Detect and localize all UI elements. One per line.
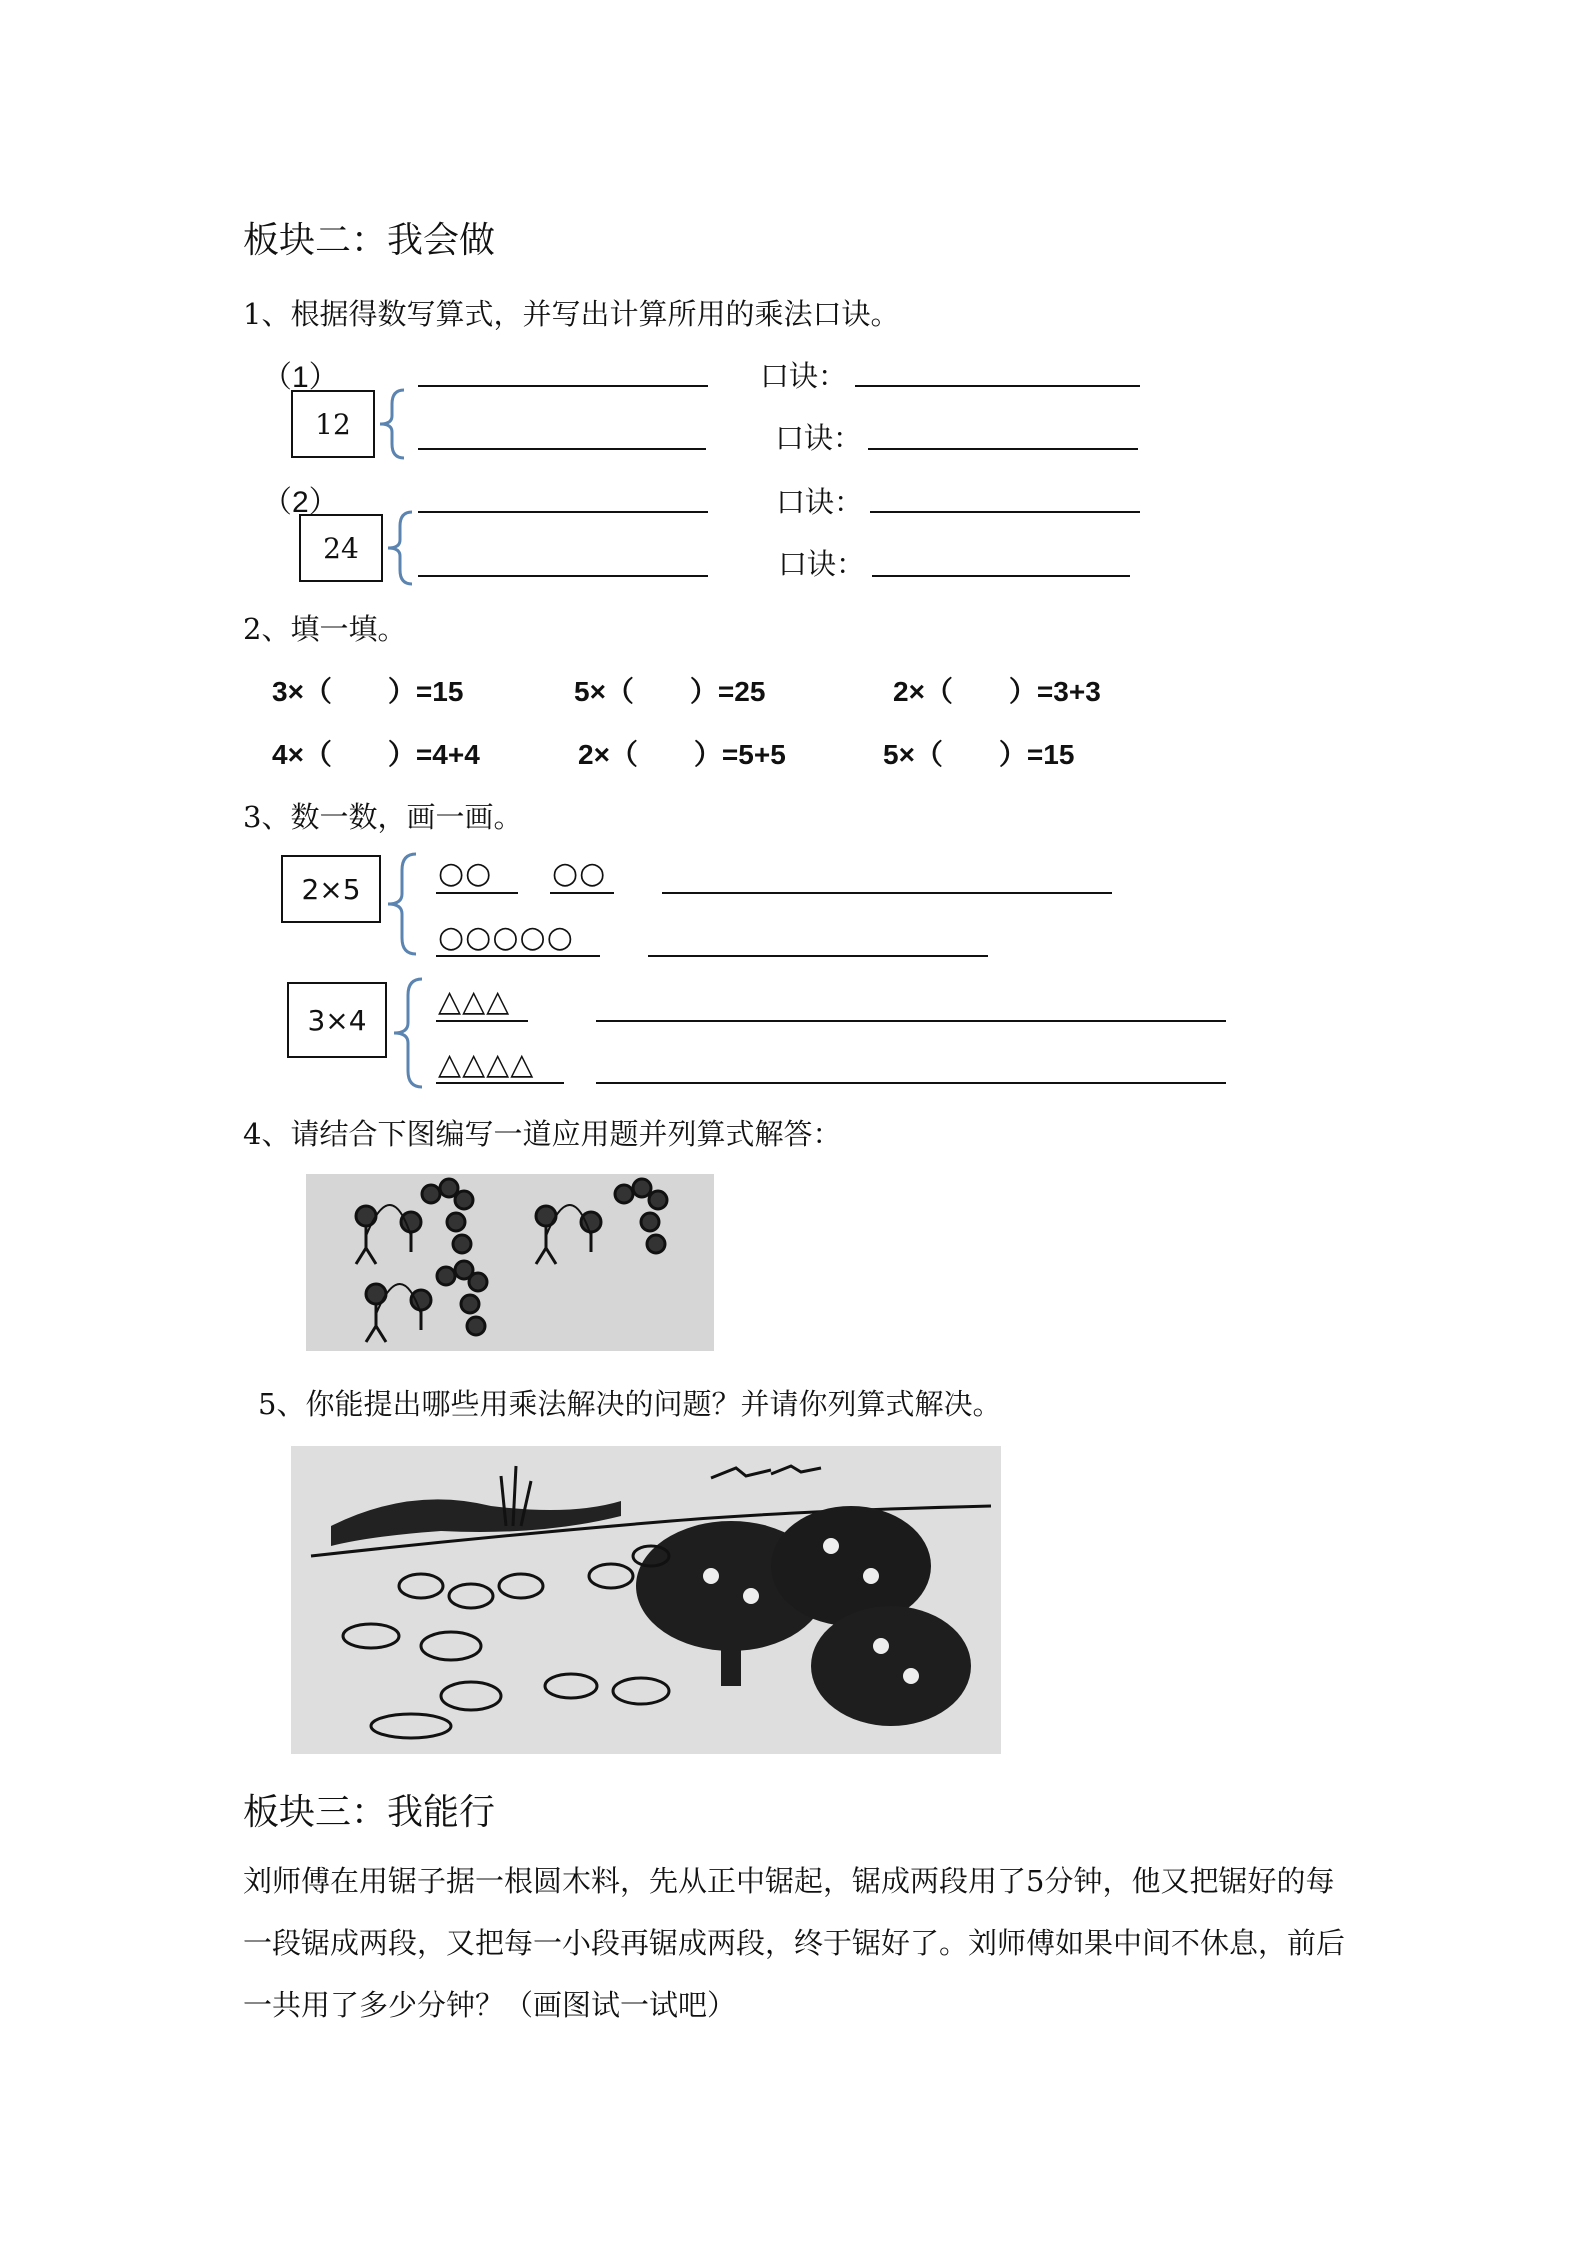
q1-item1-label: （1）	[262, 361, 339, 394]
q1-item2-kj1-line[interactable]	[870, 511, 1140, 513]
q3a-circles-2: ○○○○○	[438, 920, 574, 955]
q3b-box	[287, 982, 387, 1058]
q4-prompt: 4、请结合下图编写一道应用题并列算式解答：	[243, 1117, 842, 1151]
q3a-circles-1a: ○○	[438, 856, 493, 891]
children-skipping-rope-picture	[306, 1174, 714, 1351]
q1-item2-kj1-label: 口诀：	[776, 485, 864, 519]
q3b-answer-line-2[interactable]	[596, 1082, 1226, 1084]
q3a-answer-line-2[interactable]	[648, 955, 988, 957]
q2-eq-5: 2×（ ）=5+5	[578, 739, 786, 770]
section3-paragraph: 刘师傅在用锯子据一根圆木料，先从正中锯起，锯成两段用了5分钟，他又把锯好的每一段锯成两段，又把每一小段再锯成两段，终于锯好了。刘师傅如果中间不休息，前后一共用了多少分钟？（画图试一试吧）	[243, 1864, 1346, 2022]
q3a-underline-2	[436, 955, 600, 957]
q1-prompt: 1、根据得数写算式，并写出计算所用的乘法口诀。	[243, 297, 900, 331]
q3a-underline-1a	[436, 892, 518, 894]
q2-eq-1: 3×（ ）=15	[272, 676, 464, 707]
q3b-triangles-1: △△△	[438, 984, 511, 1019]
q1-item2-answer-line-2[interactable]	[418, 575, 708, 577]
q1-item1-kj1-line[interactable]	[855, 385, 1140, 387]
q1-item1-number: 12	[315, 407, 351, 441]
q3b-triangles-2: △△△△	[438, 1047, 535, 1082]
q1-item1-answer-line-1[interactable]	[418, 385, 708, 387]
q1-item2-kj2-label: 口诀：	[778, 547, 866, 581]
q3a-answer-line-1[interactable]	[662, 892, 1112, 894]
farm-scene-icon	[291, 1446, 1001, 1754]
q3b-box-text: 3×4	[307, 1003, 367, 1037]
q3a-underline-1b	[550, 892, 614, 894]
q3a-box-text: 2×5	[301, 872, 361, 906]
q1-item2-number: 24	[323, 531, 359, 565]
q1-item1-number-box	[291, 390, 375, 458]
q2-eq-4: 4×（ ）=4+4	[272, 739, 480, 770]
q3a-circles-1b: ○○	[552, 856, 607, 891]
section2-title: 板块二：我会做	[243, 220, 496, 261]
q5-prompt: 5、你能提出哪些用乘法解决的问题？并请你列算式解决。	[258, 1387, 1002, 1421]
q3b-answer-line-1[interactable]	[596, 1020, 1226, 1022]
q1-item1-kj1-label: 口诀：	[760, 359, 848, 393]
section3-title: 板块三：我能行	[243, 1792, 496, 1833]
q2-eq-3: 2×（ ）=3+3	[893, 676, 1101, 707]
q1-item1-answer-line-2[interactable]	[418, 448, 706, 450]
children-skipping-rope-icon	[306, 1174, 714, 1351]
q3b-underline-1	[436, 1020, 528, 1022]
q1-item1-kj2-label: 口诀：	[775, 421, 863, 455]
q3a-box	[281, 855, 381, 923]
q3b-brace	[384, 975, 430, 1091]
q1-item2-label: （2）	[262, 486, 339, 519]
q1-item1-brace	[372, 386, 412, 462]
q1-item2-kj2-line[interactable]	[872, 575, 1130, 577]
q1-item2-brace	[380, 508, 420, 588]
q2-eq-6: 5×（ ）=15	[883, 739, 1075, 770]
q1-item2-answer-line-1[interactable]	[418, 511, 708, 513]
q2-eq-2: 5×（ ）=25	[574, 676, 766, 707]
q1-item2-number-box	[299, 514, 383, 582]
q3a-brace	[378, 850, 424, 958]
q3-prompt: 3、数一数，画一画。	[243, 800, 523, 834]
q2-prompt: 2、填一填。	[243, 612, 407, 646]
q3b-underline-2	[436, 1082, 564, 1084]
q1-item1-kj2-line[interactable]	[868, 448, 1138, 450]
farm-scene-picture	[291, 1446, 1001, 1754]
